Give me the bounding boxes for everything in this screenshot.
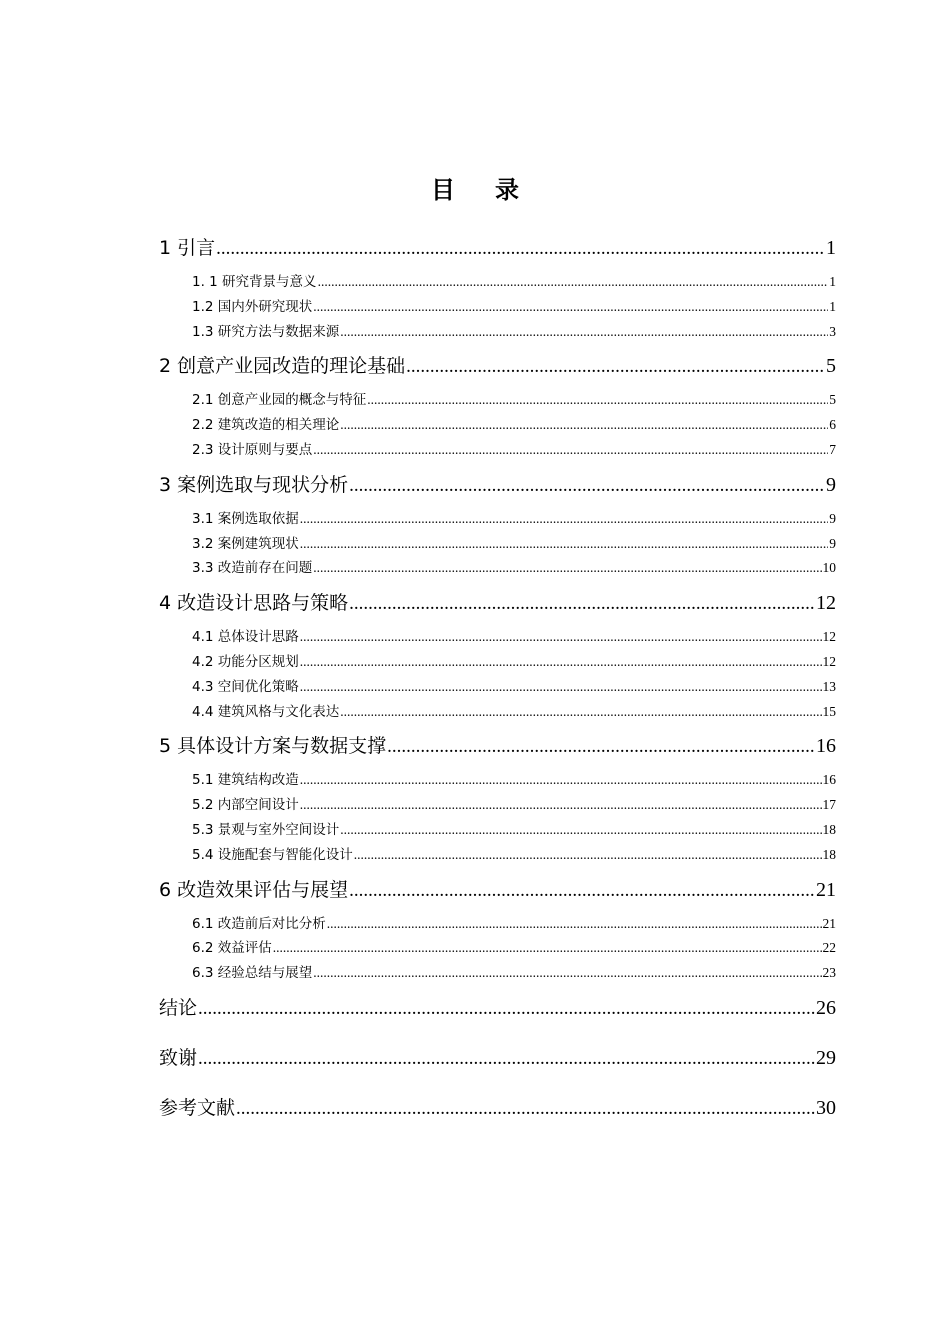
dot-leader [349, 591, 815, 616]
toc-page-number: 9 [829, 510, 836, 526]
dot-leader [406, 354, 825, 379]
toc-entry-section[interactable] [159, 532, 836, 557]
toc-label: 3.1 案例选取依据 [192, 510, 299, 527]
toc-page-number: 12 [822, 629, 836, 645]
toc-chapter-4 [159, 591, 836, 724]
dot-leader [387, 734, 815, 759]
toc-entry-section[interactable] [159, 818, 836, 843]
toc-entry-chapter[interactable] [159, 734, 836, 759]
toc-entry-chapter[interactable] [159, 354, 836, 379]
dot-leader [198, 1046, 815, 1071]
toc-label: 3 案例选取与现状分析 [159, 473, 349, 496]
dot-leader [236, 1096, 815, 1121]
dot-leader [313, 295, 828, 320]
toc-page-number: 5 [829, 392, 836, 408]
toc-page-number: 15 [822, 703, 836, 719]
toc-page-number: 17 [822, 797, 836, 813]
toc-entry-chapter[interactable] [159, 591, 836, 616]
toc-page-number: 18 [822, 821, 836, 837]
toc-page-number: 5 [826, 355, 836, 378]
dot-leader [349, 878, 815, 903]
toc-label: 4.3 空间优化策略 [192, 678, 299, 695]
toc-label: 4.2 功能分区规划 [192, 653, 299, 670]
toc-label: 4.4 建筑风格与文化表达 [192, 703, 340, 720]
toc-label: 1 引言 [159, 237, 216, 259]
toc-entry-section[interactable] [159, 700, 836, 725]
dot-leader [300, 532, 828, 557]
dot-leader [318, 270, 829, 295]
dot-leader [349, 473, 825, 498]
toc-page-number: 9 [826, 473, 836, 496]
toc-label: 6.1 改造前后对比分析 [192, 915, 326, 932]
toc-label: 2.2 建筑改造的相关理论 [192, 417, 340, 434]
toc-label: 5.4 设施配套与智能化设计 [192, 846, 353, 863]
dot-leader [354, 843, 822, 868]
toc-back-matter-acknowledgements [159, 1046, 836, 1071]
toc-page-number: 16 [816, 735, 836, 758]
toc-label: 2.3 设计原则与要点 [192, 441, 313, 458]
toc-chapter-2 [159, 354, 836, 462]
toc-entry-chapter[interactable] [159, 1096, 836, 1121]
toc-entry-section[interactable] [159, 675, 836, 700]
dot-leader [273, 936, 822, 961]
page-title [0, 170, 950, 205]
toc-entry-section[interactable] [159, 625, 836, 650]
title-char-1: 目 [431, 176, 455, 204]
toc-entry-section[interactable] [159, 793, 836, 818]
toc-chapter-6 [159, 878, 836, 986]
toc-page-number: 29 [816, 1046, 836, 1069]
toc-entry-section[interactable] [159, 912, 836, 937]
dot-leader [313, 556, 821, 581]
toc-entry-section[interactable] [159, 295, 836, 320]
toc-entry-chapter[interactable] [159, 996, 836, 1021]
toc-page-number: 21 [816, 878, 836, 901]
toc-page-number: 22 [822, 940, 836, 956]
toc-label: 1. 1 研究背景与意义 [192, 274, 317, 290]
table-of-contents [159, 236, 836, 1146]
toc-page-number: 13 [822, 678, 836, 694]
dot-leader [300, 675, 822, 700]
toc-label: 5.2 内部空间设计 [192, 797, 299, 814]
toc-page-number: 1 [826, 237, 836, 259]
toc-chapter-3 [159, 473, 836, 581]
toc-page-number: 12 [822, 653, 836, 669]
toc-label: 4.1 总体设计思路 [192, 629, 299, 646]
toc-label: 1.2 国内外研究现状 [192, 298, 313, 315]
toc-label: 结论 [159, 996, 198, 1019]
dot-leader [216, 236, 825, 261]
toc-page-number: 23 [822, 965, 836, 981]
toc-page-number: 1 [829, 298, 836, 314]
dot-leader [300, 793, 822, 818]
toc-label: 6.2 效益评估 [192, 940, 272, 957]
toc-entry-section[interactable] [159, 413, 836, 438]
toc-label: 4 改造设计思路与策略 [159, 592, 349, 615]
toc-label: 2 创意产业园改造的理论基础 [159, 355, 406, 378]
dot-leader [300, 768, 822, 793]
toc-page-number: 30 [816, 1096, 836, 1119]
dot-leader [313, 438, 828, 463]
toc-page-number: 3 [829, 323, 836, 339]
toc-entry-chapter[interactable] [159, 878, 836, 903]
toc-page-number: 6 [829, 417, 836, 433]
dot-leader [300, 507, 828, 532]
toc-entry-chapter[interactable] [159, 473, 836, 498]
toc-entry-chapter[interactable] [159, 1046, 836, 1071]
toc-chapter-1 [159, 236, 836, 344]
toc-page-number: 10 [822, 560, 836, 576]
dot-leader [300, 650, 822, 675]
toc-label: 3.2 案例建筑现状 [192, 535, 299, 552]
toc-label: 5 具体设计方案与数据支撑 [159, 735, 387, 758]
toc-label: 5.1 建筑结构改造 [192, 772, 299, 789]
toc-label: 致谢 [159, 1046, 198, 1069]
toc-page-number: 1 [829, 274, 836, 289]
toc-entry-section[interactable] [159, 556, 836, 581]
toc-entry-section[interactable] [159, 961, 836, 986]
title-char-2: 录 [495, 176, 519, 204]
toc-entry-section[interactable] [159, 768, 836, 793]
toc-page-number: 26 [816, 996, 836, 1019]
toc-entry-chapter[interactable] [159, 236, 836, 261]
dot-leader [340, 413, 828, 438]
toc-label: 6.3 经验总结与展望 [192, 965, 313, 982]
toc-entry-section[interactable] [159, 388, 836, 413]
toc-label: 1.3 研究方法与数据来源 [192, 323, 340, 340]
toc-back-matter-references [159, 1096, 836, 1121]
toc-label: 5.3 景观与室外空间设计 [192, 821, 340, 838]
toc-page-number: 16 [822, 772, 836, 788]
toc-entry-section[interactable] [159, 320, 836, 345]
dot-leader [300, 625, 822, 650]
toc-entry-section[interactable] [159, 270, 836, 295]
toc-entry-section[interactable] [159, 507, 836, 532]
toc-label: 3.3 改造前存在问题 [192, 560, 313, 577]
toc-label: 参考文献 [159, 1096, 236, 1119]
toc-label: 2.1 创意产业园的概念与特征 [192, 392, 367, 409]
toc-entry-section[interactable] [159, 936, 836, 961]
toc-entry-section[interactable] [159, 843, 836, 868]
dot-leader [313, 961, 821, 986]
dot-leader [340, 818, 821, 843]
dot-leader [327, 912, 822, 937]
dot-leader [340, 320, 828, 345]
toc-chapter-5 [159, 734, 836, 867]
dot-leader [340, 700, 821, 725]
toc-entry-section[interactable] [159, 438, 836, 463]
toc-page-number: 18 [822, 846, 836, 862]
toc-label: 6 改造效果评估与展望 [159, 878, 349, 901]
toc-page-number: 7 [829, 441, 836, 457]
toc-page-number: 12 [816, 592, 836, 615]
toc-entry-section[interactable] [159, 650, 836, 675]
dot-leader [198, 996, 815, 1021]
toc-back-matter-conclusion [159, 996, 836, 1021]
toc-page-number: 21 [822, 915, 836, 931]
dot-leader [367, 388, 828, 413]
toc-page-number: 9 [829, 535, 836, 551]
